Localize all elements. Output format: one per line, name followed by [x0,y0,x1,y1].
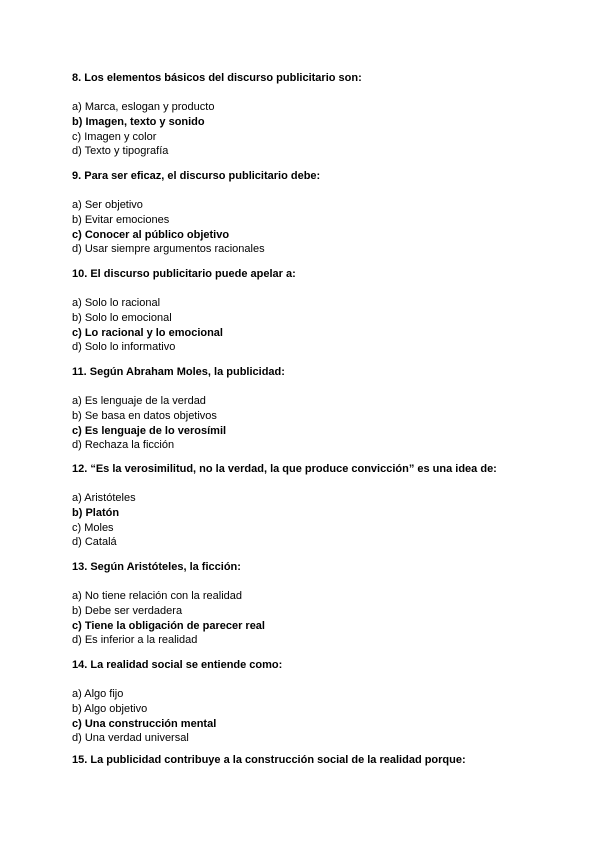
question-block [72,71,552,159]
answer-option: d) Texto y tipografía [72,145,169,158]
question-title: 9. Para ser eficaz, el discurso publicitario debe: [72,170,321,182]
question-block [72,560,552,648]
answer-options [72,296,552,355]
correct-answer-option: c) Conocer al público objetivo [72,228,230,241]
answer-option: c) Imagen y color [72,130,157,143]
answer-option: d) Es inferior a la realidad [72,634,198,647]
answer-options [72,687,552,746]
correct-answer-option: b) Platón [72,506,120,519]
correct-answer-option: c) Lo racional y lo emocional [72,326,223,339]
correct-answer-option: c) Es lenguaje de lo verosímil [72,424,227,437]
correct-answer-option: c) Tiene la obligación de parecer real [72,619,265,632]
question-block [72,658,552,746]
question-title: 13. Según Aristóteles, la ficción: [72,561,241,573]
correct-answer-option: b) Imagen, texto y sonido [72,115,205,128]
question-block [72,753,552,767]
answer-option: b) Debe ser verdadera [72,604,183,617]
answer-option: d) Una verdad universal [72,732,189,745]
answer-option: b) Se basa en datos objetivos [72,409,217,422]
answer-option: b) Solo lo emocional [72,311,172,324]
answer-option: a) Marca, eslogan y producto [72,101,215,113]
answer-options [72,198,552,257]
answer-option: d) Solo lo informativo [72,341,176,354]
answer-option: a) Solo lo racional [72,297,161,309]
question-block [72,365,552,453]
question-title: 8. Los elementos básicos del discurso publicitario son: [72,72,362,84]
answer-options [72,491,552,550]
question-title: 10. El discurso publicitario puede apelar a: [72,268,296,280]
correct-answer-option: c) Una construcción mental [72,717,217,730]
answer-option: d) Usar siempre argumentos racionales [72,243,265,256]
answer-option: b) Algo objetivo [72,702,148,715]
answer-option: b) Evitar emociones [72,213,170,226]
answer-option: c) Moles [72,521,114,534]
question-title: 11. Según Abraham Moles, la publicidad: [72,366,285,378]
answer-option: d) Rechaza la ficción [72,439,175,452]
answer-option: a) No tiene relación con la realidad [72,590,242,602]
question-block [72,169,552,257]
question-block [72,462,552,550]
answer-options [72,394,552,453]
answer-option: a) Aristóteles [72,492,136,504]
question-title: 15. La publicidad contribuye a la construcción social de la realidad porque: [72,754,466,766]
question-title: 14. La realidad social se entiende como: [72,659,283,671]
question-block [72,267,552,355]
answer-options [72,100,552,159]
answer-option: a) Es lenguaje de la verdad [72,395,206,407]
question-title: 12. “Es la verosimilitud, no la verdad, la que produce convicción” es una idea de: [72,463,497,475]
answer-options [72,589,552,648]
answer-option: a) Algo fijo [72,688,124,700]
answer-option: d) Catalá [72,536,117,549]
answer-option: a) Ser objetivo [72,199,143,211]
